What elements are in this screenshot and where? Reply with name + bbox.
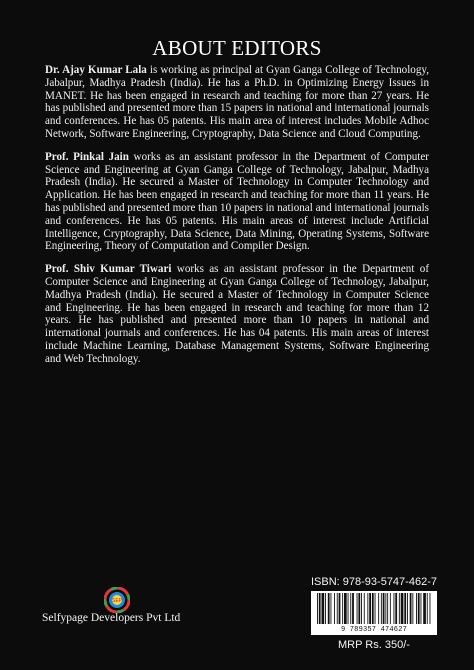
editor-bio-2 [45, 151, 429, 253]
barcode-bar [418, 593, 420, 624]
editor-name-1: Dr. Ajay Kumar Lala [45, 64, 147, 76]
barcode-bar [322, 593, 325, 624]
barcode-bar [395, 593, 397, 624]
barcode-bar [385, 593, 386, 624]
editor-name-2: Prof. Pinkal Jain [45, 150, 129, 163]
barcode-bar [317, 593, 318, 624]
barcode-bar [383, 593, 385, 624]
barcode-bar [358, 593, 360, 624]
barcode-bars [311, 593, 437, 625]
barcode-bar [421, 593, 422, 624]
barcode-bar [399, 593, 400, 624]
barcode-bar [390, 593, 391, 624]
editors-section [45, 64, 429, 376]
barcode-bar [369, 593, 371, 624]
barcode-bar [367, 593, 368, 624]
barcode-bar [334, 593, 335, 624]
logo-text: SEP [111, 598, 123, 604]
barcode-bar [364, 593, 365, 624]
barcode-bar [350, 593, 351, 624]
publisher-logo [104, 587, 130, 613]
barcode-bar [372, 593, 374, 624]
barcode-bar [381, 593, 382, 624]
barcode-bar [407, 593, 408, 624]
price-label: MRP Rs. 350/- [338, 639, 410, 651]
barcode-bar [412, 593, 413, 624]
barcode-bar [331, 593, 332, 624]
barcode-bar [375, 593, 376, 624]
barcode-bar [427, 593, 428, 624]
barcode-bar [342, 593, 343, 624]
barcode-bar [319, 593, 321, 624]
barcode-bar [344, 593, 347, 624]
barcode-bar [401, 593, 404, 624]
barcode-bar [404, 593, 406, 624]
barcode [311, 591, 437, 635]
barcode-bar [348, 593, 349, 624]
isbn-label: ISBN: 978-93-5747-462-7 [311, 576, 437, 588]
barcode-bar [416, 593, 417, 624]
barcode-bar [423, 593, 426, 624]
editor-text-2: works as an assistant professor in the Department of Computer Science and Engineering at Gyan Ganga College of Technology, Jabalpur, Madhya Pradesh (India). He secured a Master of Technology in Computer Technology and Application. He has been engaged in research and teaching for more than 11 years. He has published and presented more than 10 papers in national and international journals and conferences. He has 05 patents. His main areas of interest include Artificial Intelligence, Cryptography, Data Science, Data Mining, Operating Systems, Software Engineering, Theory of Computation and Compiler Design. [45, 150, 429, 253]
editor-name-3: Prof. Shiv Kumar Tiwari [45, 263, 172, 276]
editor-text-1: is working as principal at Gyan Ganga College of Technology, Jabalpur, Madhya Pradesh (India). He has a Ph.D. in Optimizing Energy Issues in MANET. He has been engaged in research and teaching for more than 27 years. He has published and presented more than 15 papers in national and international journals and conferences. He has 05 patents. His main area of interest includes Mobile Adhoc Network, Software Engineering, Cryptography, Data Science and Cloud Computing. [45, 64, 429, 140]
editor-text-3: works as an assistant professor in the Department of Computer Science and Engineering at Gyan Ganga College of Technology, Jabalpur, Madhya Pradesh (India). He secured a Master of Technology in Computer Science and Engineering. He has been engaged in research and teaching for more than 12 years. He has published and presented more than 10 papers in national and international journals and conferences. He has 04 patents. His main areas of interest include Machine Learning, Database Management Systems, Software Engineering and Web Technology. [45, 263, 430, 365]
barcode-bar [325, 593, 326, 624]
barcode-bar [387, 593, 388, 624]
barcode-bar [410, 593, 412, 624]
barcode-bar [394, 593, 395, 624]
barcode-bar [328, 593, 330, 624]
barcode-bar [430, 593, 431, 624]
barcode-bar [352, 593, 354, 624]
barcode-bar [378, 593, 379, 624]
barcode-digits: 9 789357 474627 [340, 626, 407, 634]
barcode-bar [337, 593, 338, 624]
publisher-name: Selfypage Developers Pvt Ltd [42, 612, 181, 624]
editor-bio-1 [45, 64, 429, 141]
barcode-bar [339, 593, 341, 624]
page-title: ABOUT EDITORS [152, 36, 322, 60]
editor-bio-3 [45, 263, 429, 365]
barcode-bar [361, 593, 362, 624]
barcode-bar [357, 593, 358, 624]
